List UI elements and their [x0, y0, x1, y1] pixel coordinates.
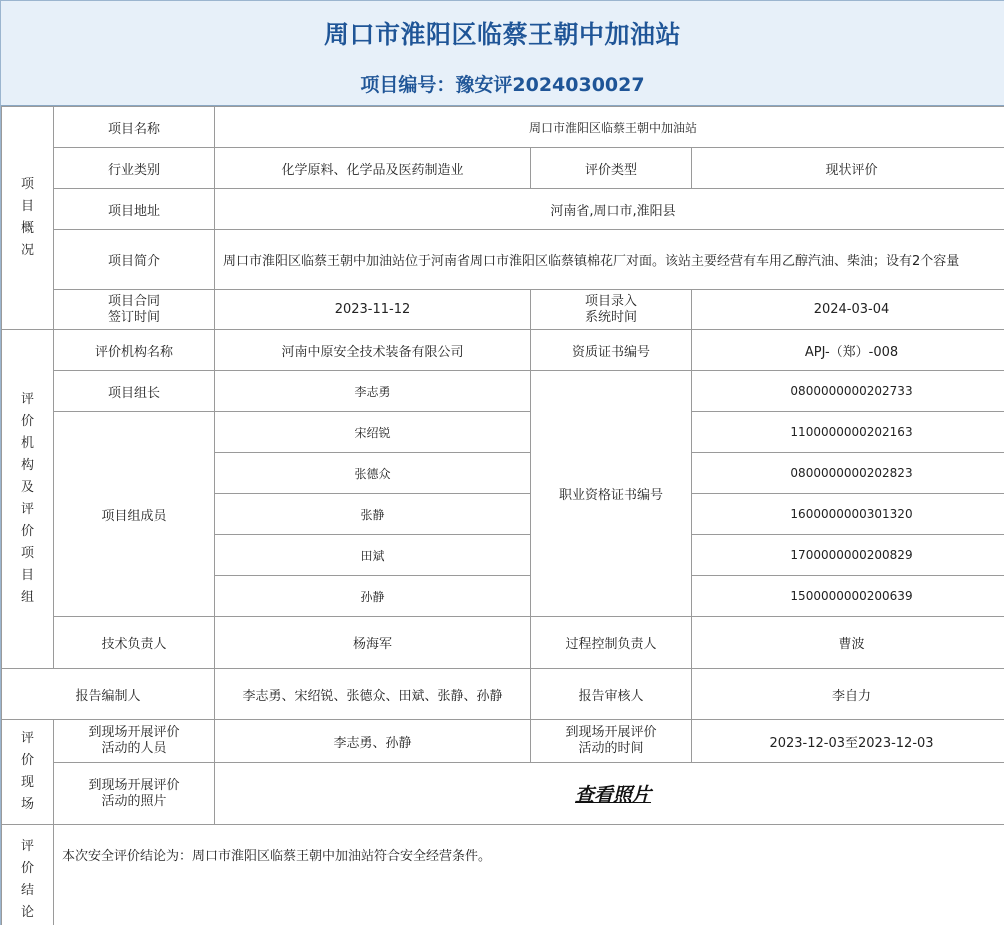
contract-date-label	[54, 290, 215, 330]
address-value: 河南省,周口市,淮阳县	[215, 189, 1005, 230]
qual-cert-label: 职业资格证书编号	[531, 371, 692, 617]
cert-label: 资质证书编号	[531, 330, 692, 371]
intro-label: 项目简介	[54, 230, 215, 290]
leader-cert: 0800000000202733	[692, 371, 1005, 412]
site-people-label-line2: 活动的人员	[101, 741, 167, 756]
section-agency: 评价机构及评价项目组	[2, 330, 54, 669]
process-lead: 曹波	[692, 617, 1005, 669]
member-cert: 1700000000200829	[692, 535, 1005, 576]
address-label: 项目地址	[54, 189, 215, 230]
entry-date-label	[531, 290, 692, 330]
site-people-label	[54, 720, 215, 763]
project-name: 周口市淮阳区临蔡王朝中加油站	[215, 107, 1005, 148]
site-people: 李志勇、孙静	[215, 720, 531, 763]
members-label: 项目组成员	[54, 412, 215, 617]
entry-date-label-line2: 系统时间	[584, 309, 637, 325]
contract-date-label-line1: 项目合同	[107, 293, 160, 309]
leader-name: 李志勇	[215, 371, 531, 412]
contract-date: 2023-11-12	[215, 290, 531, 330]
member-name: 孙静	[215, 576, 531, 617]
member-name: 张静	[215, 494, 531, 535]
member-name: 宋绍锐	[215, 412, 531, 453]
report-reviewer-label: 报告审核人	[531, 669, 692, 720]
site-time-label-line1: 到现场开展评价	[565, 725, 657, 740]
section-site: 评价现场	[2, 720, 54, 825]
tech-lead: 杨海军	[215, 617, 531, 669]
member-cert: 1100000000202163	[692, 412, 1005, 453]
leader-label: 项目组长	[54, 371, 215, 412]
eval-type-value: 现状评价	[692, 148, 1005, 189]
industry-label: 行业类别	[54, 148, 215, 189]
member-name: 田斌	[215, 535, 531, 576]
site-photo-label-line2: 活动的照片	[101, 793, 167, 809]
intro-value: 周口市淮阳区临蔡王朝中加油站位于河南省周口市淮阳区临蔡镇棉花厂对面。该站主要经营有车用乙醇汽油、柴油；设有2个容量	[215, 230, 1005, 290]
eval-type-label: 评价类型	[531, 148, 692, 189]
member-name: 张德众	[215, 453, 531, 494]
entry-date: 2024-03-04	[692, 290, 1005, 330]
site-people-label-line1: 到现场开展评价	[88, 725, 180, 740]
contract-date-label-line2: 签订时间	[107, 309, 160, 325]
site-photo-label	[54, 763, 215, 825]
member-cert: 0800000000202823	[692, 453, 1005, 494]
view-photos-link[interactable]: 查看照片	[575, 784, 652, 806]
cert-value: APJ-（郑）-008	[692, 330, 1005, 371]
process-lead-label: 过程控制负责人	[531, 617, 692, 669]
entry-date-label-line1: 项目录入	[584, 293, 637, 309]
industry-value: 化学原料、化学品及医药制造业	[215, 148, 531, 189]
report-authors: 李志勇、宋绍锐、张德众、田斌、张静、孙静	[215, 669, 531, 720]
site-photo-label-line1: 到现场开展评价	[88, 777, 180, 793]
project-number: 项目编号：豫安评2024030027	[360, 74, 645, 96]
org-value: 河南中原安全技术装备有限公司	[215, 330, 531, 371]
report-author-label: 报告编制人	[2, 669, 215, 720]
site-time-label-line2: 活动的时间	[578, 741, 644, 756]
project-info-table	[1, 106, 1004, 925]
site-photo-cell	[215, 763, 1005, 825]
project-name-label: 项目名称	[54, 107, 215, 148]
member-cert: 1600000000301320	[692, 494, 1005, 535]
org-label: 评价机构名称	[54, 330, 215, 371]
member-cert: 1500000000200639	[692, 576, 1005, 617]
section-conclusion: 评价结论	[2, 825, 54, 926]
site-time-label	[531, 720, 692, 763]
section-overview: 项目概况	[2, 107, 54, 330]
page-header	[1, 1, 1004, 106]
conclusion-text: 本次安全评价结论为：周口市淮阳区临蔡王朝中加油站符合安全经营条件。	[54, 825, 1005, 926]
site-time: 2023-12-03至2023-12-03	[692, 720, 1005, 763]
page-title: 周口市淮阳区临蔡王朝中加油站	[323, 20, 681, 49]
report-reviewer: 李自力	[692, 669, 1005, 720]
tech-lead-label: 技术负责人	[54, 617, 215, 669]
